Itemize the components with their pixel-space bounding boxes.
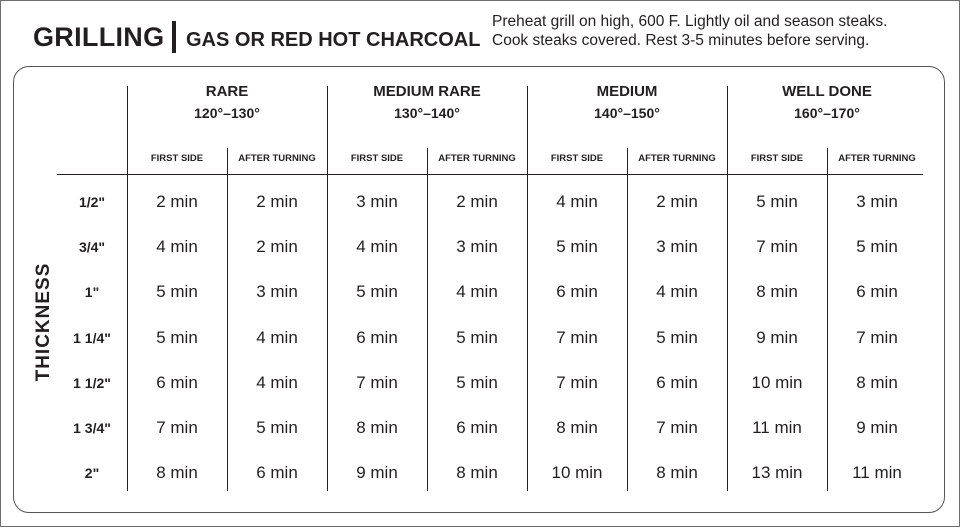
cook-time-cell: 7 min bbox=[756, 237, 798, 257]
cook-time-cell: 5 min bbox=[556, 237, 598, 257]
after-turning-header: AFTER TURNING bbox=[438, 153, 516, 164]
title-divider bbox=[172, 21, 176, 53]
cook-time-cell: 5 min bbox=[456, 372, 498, 392]
first-side-header: FIRST SIDE bbox=[150, 153, 204, 164]
cook-time-cell: 10 min bbox=[751, 372, 803, 392]
cook-time-cell: 6 min bbox=[656, 372, 698, 392]
cook-time-cell: 4 min bbox=[156, 237, 198, 257]
first-side-header: FIRST SIDE bbox=[350, 153, 404, 164]
cook-time-cell: 3 min bbox=[456, 237, 498, 257]
thickness-axis-label: THICKNESS bbox=[33, 262, 54, 382]
cook-time-cell: 2 min bbox=[156, 192, 198, 211]
cook-time-cell: 2 min bbox=[656, 192, 698, 211]
thickness-row-label: 1 1/4" bbox=[73, 329, 111, 346]
cook-time-cell: 4 min bbox=[656, 282, 698, 302]
after-turning-header: AFTER TURNING bbox=[238, 153, 316, 164]
instructions-note bbox=[492, 12, 888, 50]
instructions-line-2: Cook steaks covered. Rest 3-5 minutes before serving. bbox=[492, 32, 870, 49]
cook-time-cell: 2 min bbox=[256, 192, 298, 211]
cook-time-cell: 5 min bbox=[156, 327, 198, 347]
thickness-row-label: 1" bbox=[84, 284, 100, 301]
first-side-header: FIRST SIDE bbox=[550, 153, 604, 164]
cook-time-cell: 3 min bbox=[256, 282, 298, 302]
thickness-row-label: 1 1/2" bbox=[73, 374, 111, 391]
cook-time-cell: 5 min bbox=[456, 327, 498, 347]
cook-time-cell: 10 min bbox=[551, 463, 603, 483]
cook-time-cell: 9 min bbox=[856, 418, 898, 437]
cook-time-cell: 2 min bbox=[456, 192, 498, 211]
first-side-header: FIRST SIDE bbox=[750, 153, 804, 164]
thickness-row-label: 2" bbox=[84, 465, 100, 482]
cook-time-cell: 7 min bbox=[556, 372, 598, 392]
cook-time-cell: 9 min bbox=[356, 463, 398, 483]
doneness-temp-range: 140°–150° bbox=[594, 105, 660, 121]
thickness-row-label: 1/2" bbox=[78, 194, 106, 210]
cook-time-cell: 7 min bbox=[656, 418, 698, 437]
cook-time-cell: 11 min bbox=[852, 463, 902, 483]
cook-time-cell: 8 min bbox=[356, 418, 398, 437]
cook-time-cell: 6 min bbox=[456, 418, 498, 437]
cook-time-cell: 5 min bbox=[256, 418, 298, 437]
doneness-level-name: MEDIUM bbox=[596, 83, 658, 100]
cook-time-cell: 8 min bbox=[156, 463, 198, 483]
cook-time-cell: 5 min bbox=[656, 327, 698, 347]
cook-time-cell: 5 min bbox=[156, 282, 198, 302]
cook-time-cell: 2 min bbox=[256, 237, 298, 257]
cook-time-cell: 7 min bbox=[156, 418, 198, 437]
cook-time-cell: 4 min bbox=[556, 192, 598, 211]
cook-time-cell: 8 min bbox=[756, 282, 798, 302]
cook-time-cell: 7 min bbox=[356, 372, 398, 392]
cook-time-cell: 4 min bbox=[456, 282, 498, 302]
doneness-level-name: MEDIUM RARE bbox=[373, 83, 481, 100]
cook-time-cell: 6 min bbox=[556, 282, 598, 302]
cook-time-cell: 7 min bbox=[556, 327, 598, 347]
doneness-temp-range: 160°–170° bbox=[794, 105, 860, 121]
doneness-temp-range: 120°–130° bbox=[194, 105, 260, 121]
cook-time-cell: 6 min bbox=[356, 327, 398, 347]
thickness-row-label: 1 3/4" bbox=[73, 420, 111, 436]
cook-time-cell: 8 min bbox=[456, 463, 498, 483]
thickness-row-label: 3/4" bbox=[78, 239, 106, 256]
header-divider-line bbox=[57, 174, 923, 175]
cook-time-cell: 6 min bbox=[156, 372, 198, 392]
cook-time-cell: 6 min bbox=[256, 463, 298, 483]
cook-time-cell: 3 min bbox=[656, 237, 698, 257]
page-subtitle: GAS OR RED HOT CHARCOAL bbox=[186, 29, 481, 51]
cook-time-cell: 4 min bbox=[256, 327, 298, 347]
cook-time-cell: 8 min bbox=[856, 372, 898, 392]
instructions-line-1: Preheat grill on high, 600 F. Lightly oil and season steaks. bbox=[492, 13, 888, 30]
cook-time-cell: 5 min bbox=[756, 192, 798, 211]
cook-time-cell: 4 min bbox=[356, 237, 398, 257]
cook-time-cell: 8 min bbox=[556, 418, 598, 437]
cook-time-cell: 13 min bbox=[751, 463, 803, 483]
after-turning-header: AFTER TURNING bbox=[638, 153, 716, 164]
cook-time-cell: 3 min bbox=[356, 192, 398, 211]
cook-time-cell: 5 min bbox=[356, 282, 398, 302]
cook-time-cell: 11 min bbox=[752, 418, 802, 437]
cook-time-cell: 6 min bbox=[856, 282, 898, 302]
cook-time-cell: 3 min bbox=[856, 192, 898, 211]
after-turning-header: AFTER TURNING bbox=[838, 153, 916, 164]
cook-time-cell: 4 min bbox=[256, 372, 298, 392]
doneness-level-name: RARE bbox=[205, 83, 249, 100]
page-title: GRILLING bbox=[33, 22, 165, 52]
cook-time-cell: 8 min bbox=[656, 463, 698, 483]
doneness-level-name: WELL DONE bbox=[782, 83, 872, 100]
doneness-temp-range: 130°–140° bbox=[394, 105, 460, 121]
cook-time-cell: 7 min bbox=[856, 327, 898, 347]
cook-time-cell: 9 min bbox=[756, 327, 798, 347]
cook-time-cell: 5 min bbox=[856, 237, 898, 257]
